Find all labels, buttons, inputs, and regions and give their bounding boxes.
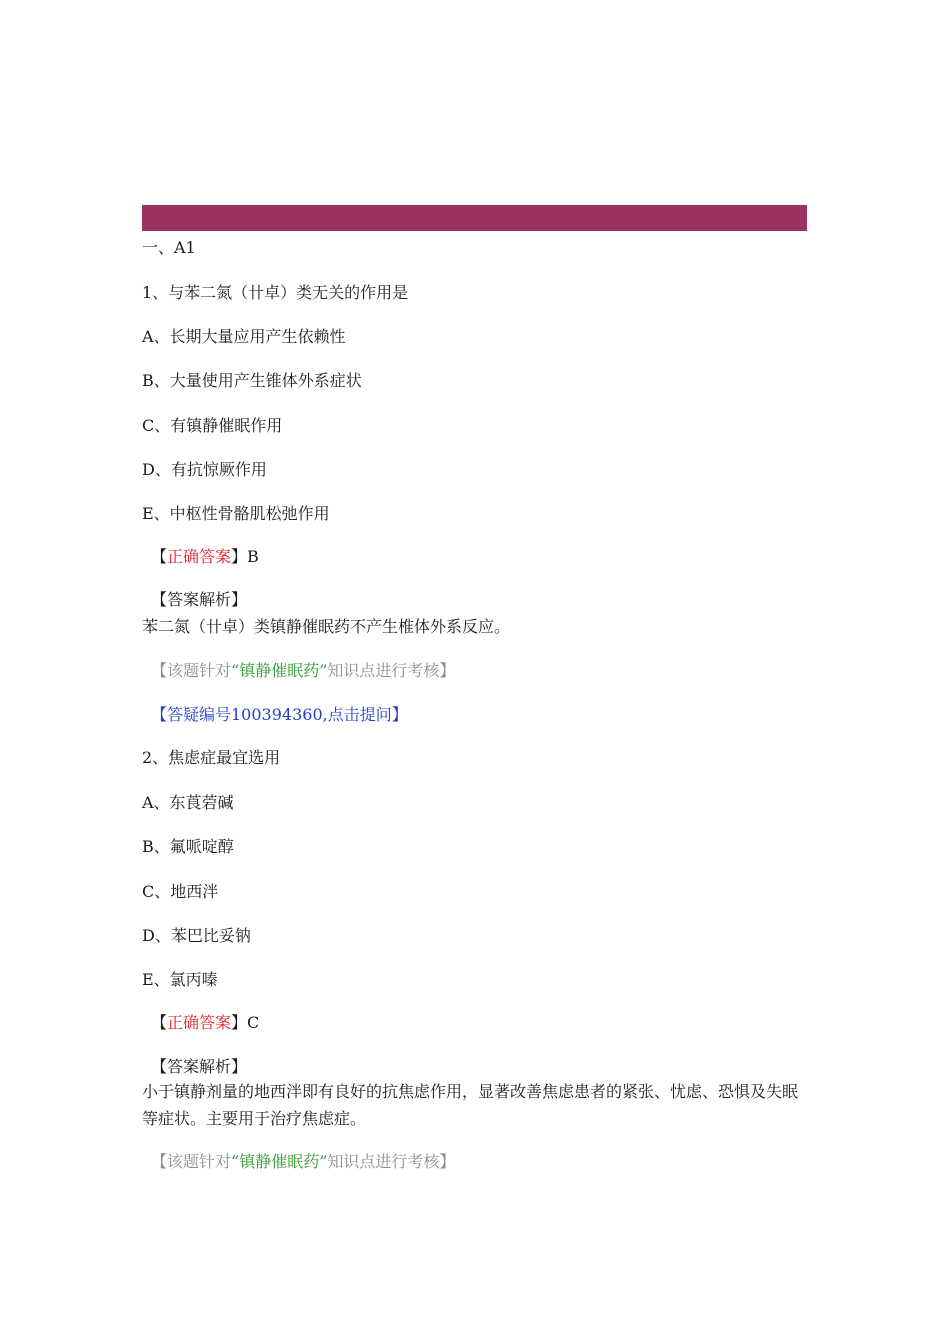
header-banner [142,205,807,231]
question-1-topic-note [151,661,455,681]
question-1-option-e: E、中枢性骨骼肌松弛作用 [142,504,330,523]
question-1-stem: 1、与苯二氮（卄卓）类无关的作用是 [142,283,409,302]
answer-bracket-open: 【 [151,1013,168,1032]
answer-bracket-open: 【 [151,547,168,566]
question-1-option-b: B、大量使用产生锥体外系症状 [142,371,362,390]
topic-prefix: 【该题针对 [151,661,232,680]
topic-prefix: 【该题针对 [151,1152,232,1171]
question-2-analysis-label: 【答案解析】 [151,1057,248,1076]
question-2-topic-note [151,1152,455,1172]
answer-label: 正确答案 [167,1013,232,1032]
topic-suffix: 知识点进行考核】 [327,1152,456,1171]
question-2-stem: 2、焦虑症最宜选用 [142,748,281,767]
question-2-correct-answer [151,1013,259,1033]
question-2-analysis-text: 小于镇静剂量的地西泮即有良好的抗焦虑作用，显著改善焦虑患者的紧张、忧虑、恐惧及失眠等症状。主要用于治疗焦虑症。 [142,1082,799,1128]
answer-value: B [247,547,259,566]
question-1-analysis-label: 【答案解析】 [151,590,248,609]
section-title: 一、A1 [142,238,196,257]
question-1-option-a: A、长期大量应用产生依赖性 [142,327,346,346]
answer-bracket-close: 】 [231,547,248,566]
answer-bracket-close: 】 [231,1013,248,1032]
question-2-option-b: B、氟哌啶醇 [142,837,234,856]
question-2-option-d: D、苯巴比妥钠 [142,926,251,945]
question-2-option-a: A、东莨菪碱 [142,793,234,812]
topic-name: “镇静催眠药” [231,1152,328,1171]
question-2-option-c: C、地西泮 [142,882,219,901]
question-2-option-e: E、氯丙嗪 [142,970,218,989]
question-1-analysis-text: 苯二氮（卄卓）类镇静催眠药不产生椎体外系反应。 [142,617,511,636]
topic-suffix: 知识点进行考核】 [327,661,456,680]
question-1-option-c: C、有镇静催眠作用 [142,416,283,435]
answer-label: 正确答案 [167,547,232,566]
answer-value: C [247,1013,260,1032]
question-1-correct-answer [151,547,259,567]
topic-name: “镇静催眠药” [231,661,328,680]
question-1-option-d: D、有抗惊厥作用 [142,460,267,479]
question-1-qa-link[interactable]: 【答疑编号100394360,点击提问】 [151,705,408,724]
